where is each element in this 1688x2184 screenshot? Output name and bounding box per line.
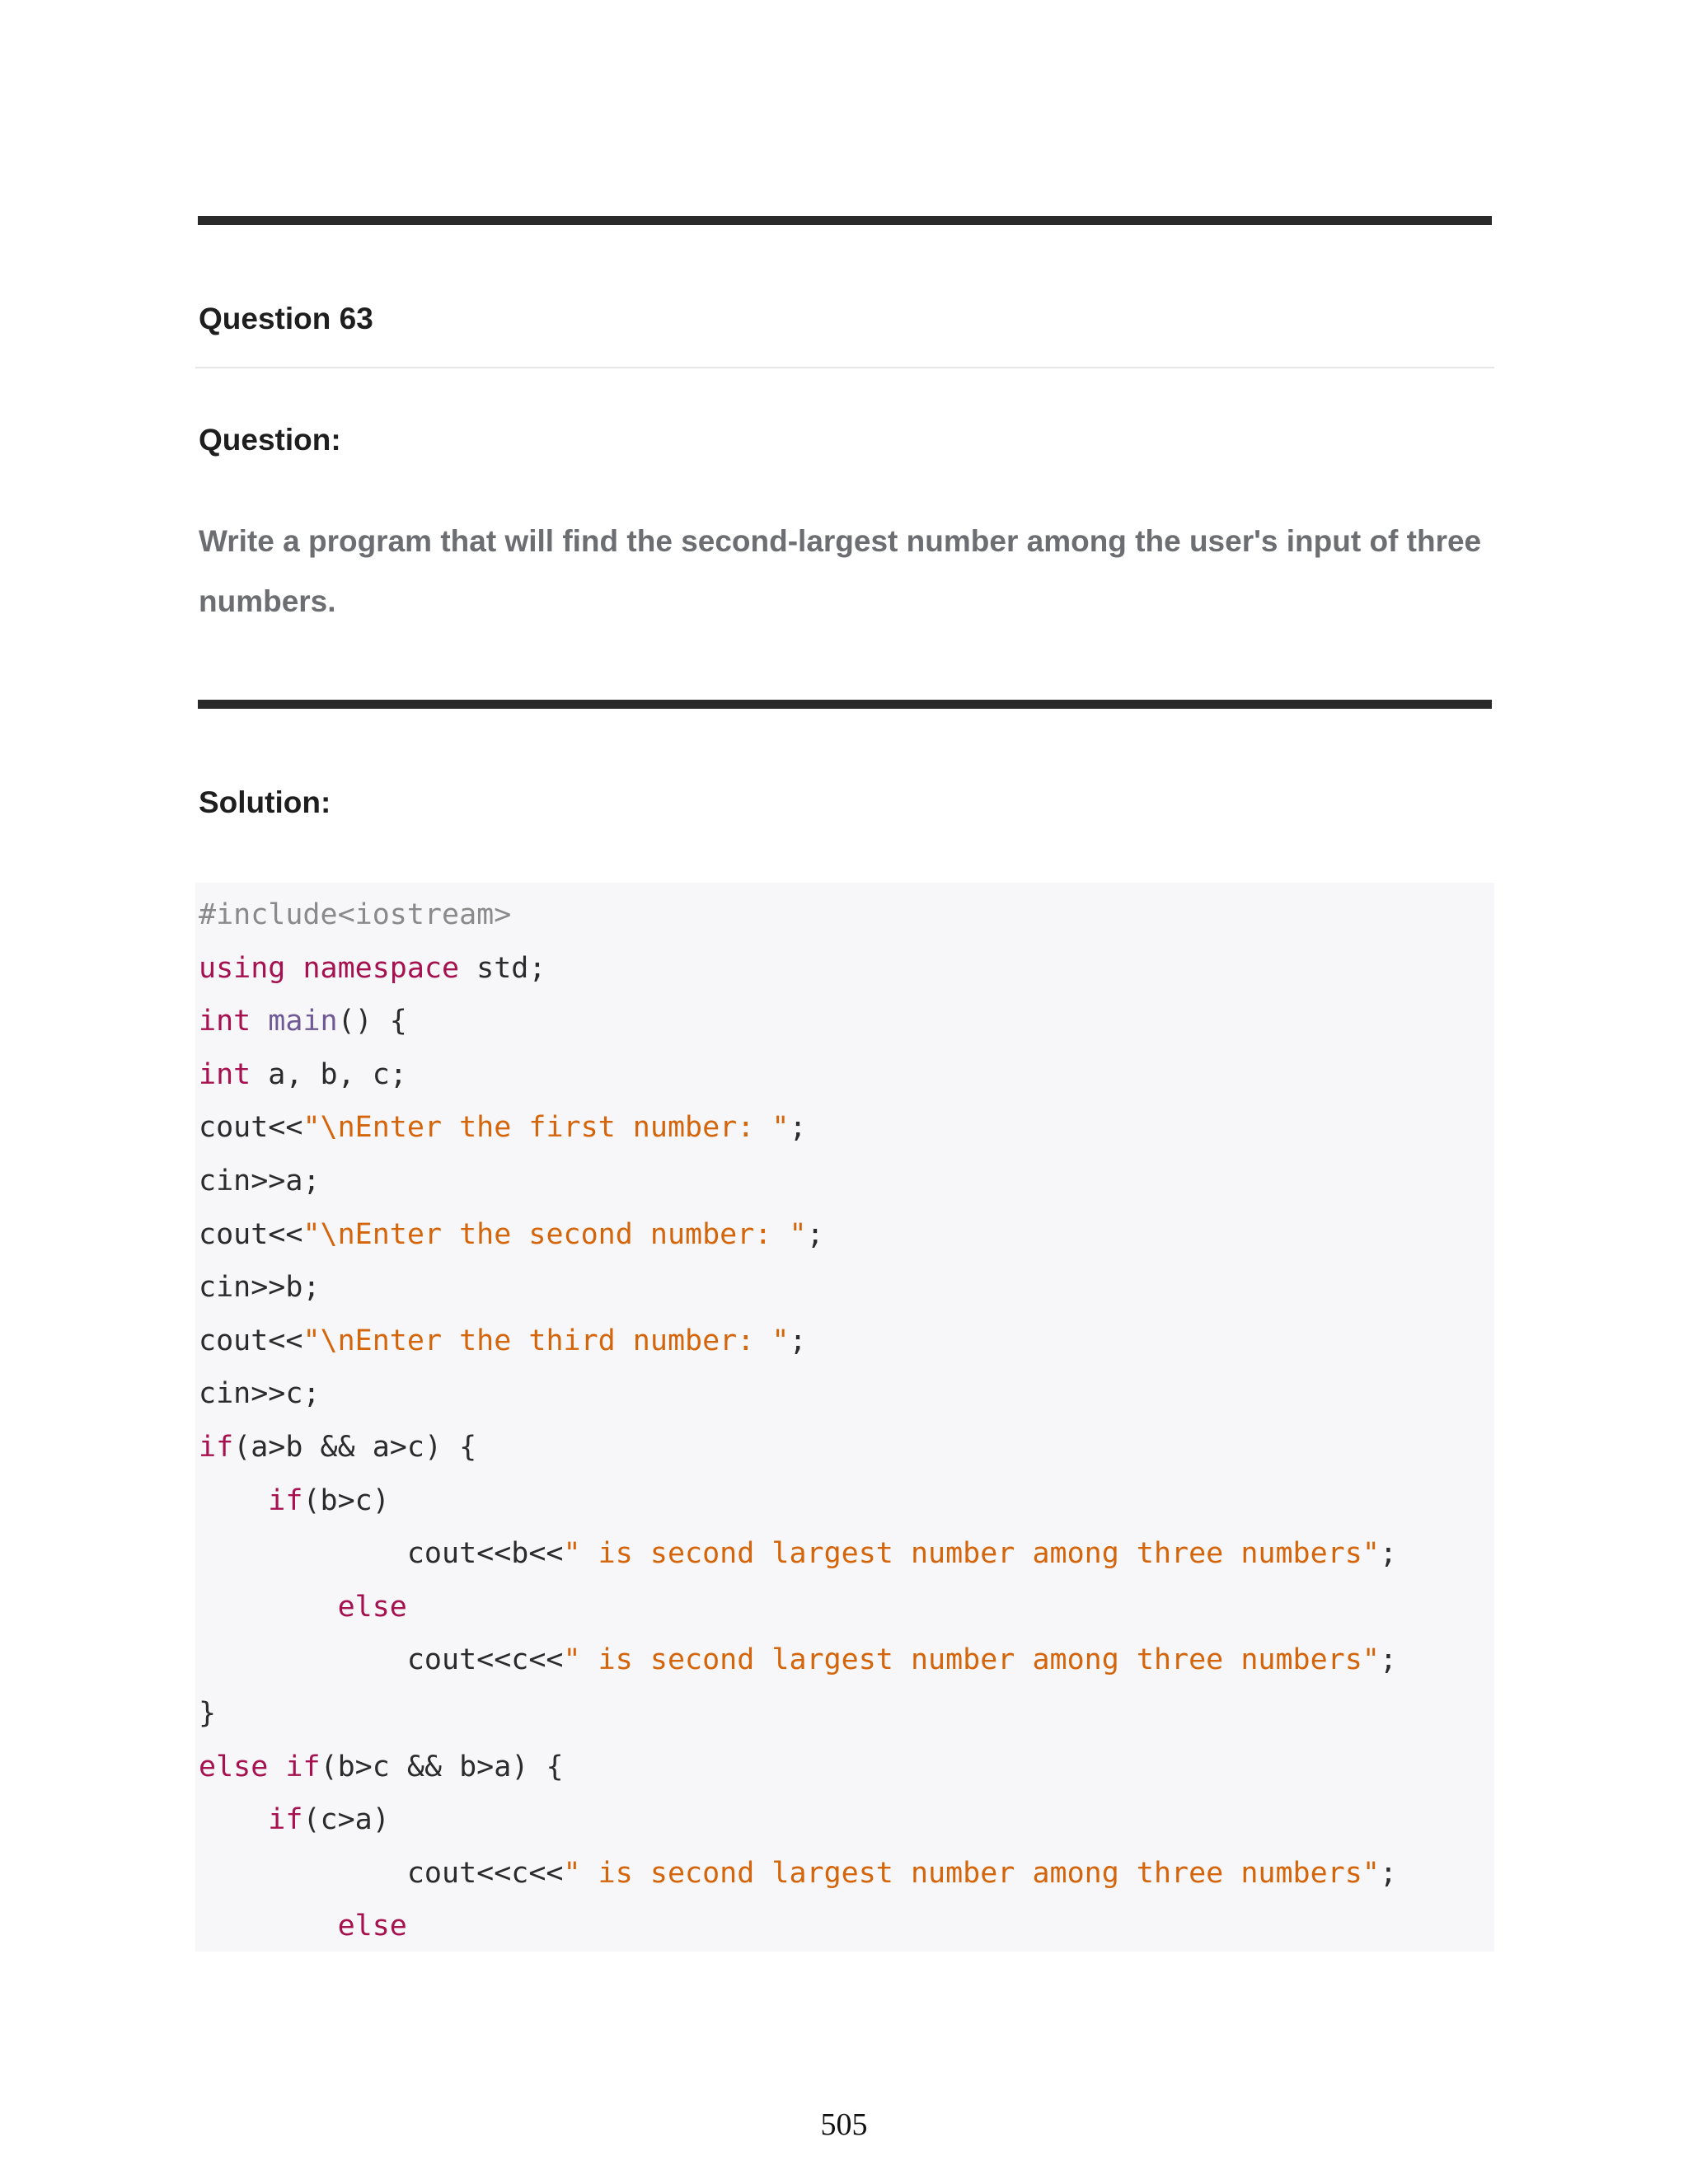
code-line (199, 1315, 807, 1368)
code-token-plain: ; (1379, 1643, 1397, 1677)
code-line (199, 1581, 407, 1634)
code-token-plain: ; (789, 1324, 807, 1357)
code-token-kw: if (285, 1750, 321, 1783)
code-line (199, 1633, 1397, 1687)
code-token-str: " is second largest number among three numbers" (563, 1643, 1380, 1677)
code-token-plain (285, 952, 302, 985)
code-line (199, 1474, 390, 1528)
code-token-kw: namespace (302, 951, 460, 985)
top-divider (198, 216, 1492, 225)
code-token-kw: else (199, 1750, 269, 1783)
code-line (199, 1367, 321, 1421)
code-token-kw: if (199, 1431, 234, 1464)
code-token-plain: cout<< (199, 1324, 303, 1357)
heading-underline (195, 367, 1494, 368)
question-label: Question: (199, 423, 341, 457)
code-token-plain: (c>a) (302, 1803, 390, 1837)
code-line (199, 995, 407, 1048)
code-token-plain (268, 1750, 285, 1783)
code-token-kw: if (268, 1803, 303, 1837)
code-line (199, 1847, 1397, 1900)
question-text: Write a program that will find the second-largest number among the user's input of three numbers. (199, 524, 1482, 618)
code-token-fn: main (268, 1005, 338, 1038)
code-token-plain: ; (1379, 1856, 1397, 1890)
code-token-pre: #include<iostream> (199, 898, 512, 931)
code-token-plain (199, 1803, 268, 1836)
code-line (199, 1900, 407, 1952)
code-token-kw: using (199, 951, 286, 985)
code-line (199, 1687, 216, 1741)
code-token-str: "\nEnter the first number: " (302, 1111, 790, 1145)
code-token-plain: ; (1379, 1537, 1397, 1571)
code-token-plain: } (199, 1697, 217, 1730)
code-token-plain: () { (337, 1005, 407, 1038)
code-token-plain: (b>c) (302, 1483, 390, 1517)
code-line (199, 1261, 321, 1315)
code-token-plain: cout<< (199, 1111, 303, 1145)
code-token-plain: cin>>c; (199, 1377, 321, 1411)
code-token-kw: else (337, 1590, 407, 1624)
code-token-str: "\nEnter the third number: " (302, 1324, 790, 1357)
code-token-plain (199, 1591, 338, 1624)
code-line (199, 1421, 476, 1474)
page-number: 505 (820, 2107, 868, 2142)
code-line (199, 1527, 1397, 1581)
code-line (199, 1741, 564, 1794)
code-token-str: " is second largest number among three numbers" (563, 1537, 1380, 1571)
code-token-plain: a, b, c; (251, 1057, 407, 1091)
code-token-plain (251, 1005, 268, 1038)
middle-divider (198, 700, 1492, 709)
code-token-plain: cin>>b; (199, 1271, 321, 1305)
code-token-plain (199, 1484, 268, 1517)
code-token-kw: else (337, 1910, 407, 1943)
code-token-plain: cout<<c<< (199, 1856, 564, 1890)
code-token-plain: std; (459, 951, 546, 985)
code-line (199, 888, 511, 942)
code-token-kw: int (199, 1005, 251, 1038)
question-number-heading: Question 63 (199, 302, 373, 335)
code-line (199, 942, 546, 996)
code-token-plain: (b>c && b>a) { (320, 1750, 564, 1783)
code-token-kw: int (199, 1057, 251, 1091)
code-line (199, 1208, 824, 1262)
code-token-plain: cout<<c<< (199, 1643, 564, 1677)
code-token-plain: cin>>a; (199, 1165, 321, 1197)
code-line (199, 1101, 807, 1155)
code-token-kw: if (268, 1483, 303, 1517)
solution-label: Solution: (199, 785, 331, 819)
code-line (199, 1793, 390, 1847)
code-block (195, 883, 1494, 1952)
code-token-plain (199, 1910, 338, 1943)
code-token-plain: (a>b && a>c) { (233, 1431, 477, 1464)
code-line (199, 1048, 407, 1102)
code-token-plain: cout<< (199, 1217, 303, 1251)
code-token-str: "\nEnter the second number: " (302, 1217, 807, 1251)
code-token-str: " is second largest number among three numbers" (563, 1856, 1380, 1890)
code-token-plain: ; (806, 1217, 824, 1251)
code-token-plain: cout<<b<< (199, 1537, 564, 1571)
code-token-plain: ; (789, 1111, 807, 1145)
code-line (199, 1155, 321, 1208)
